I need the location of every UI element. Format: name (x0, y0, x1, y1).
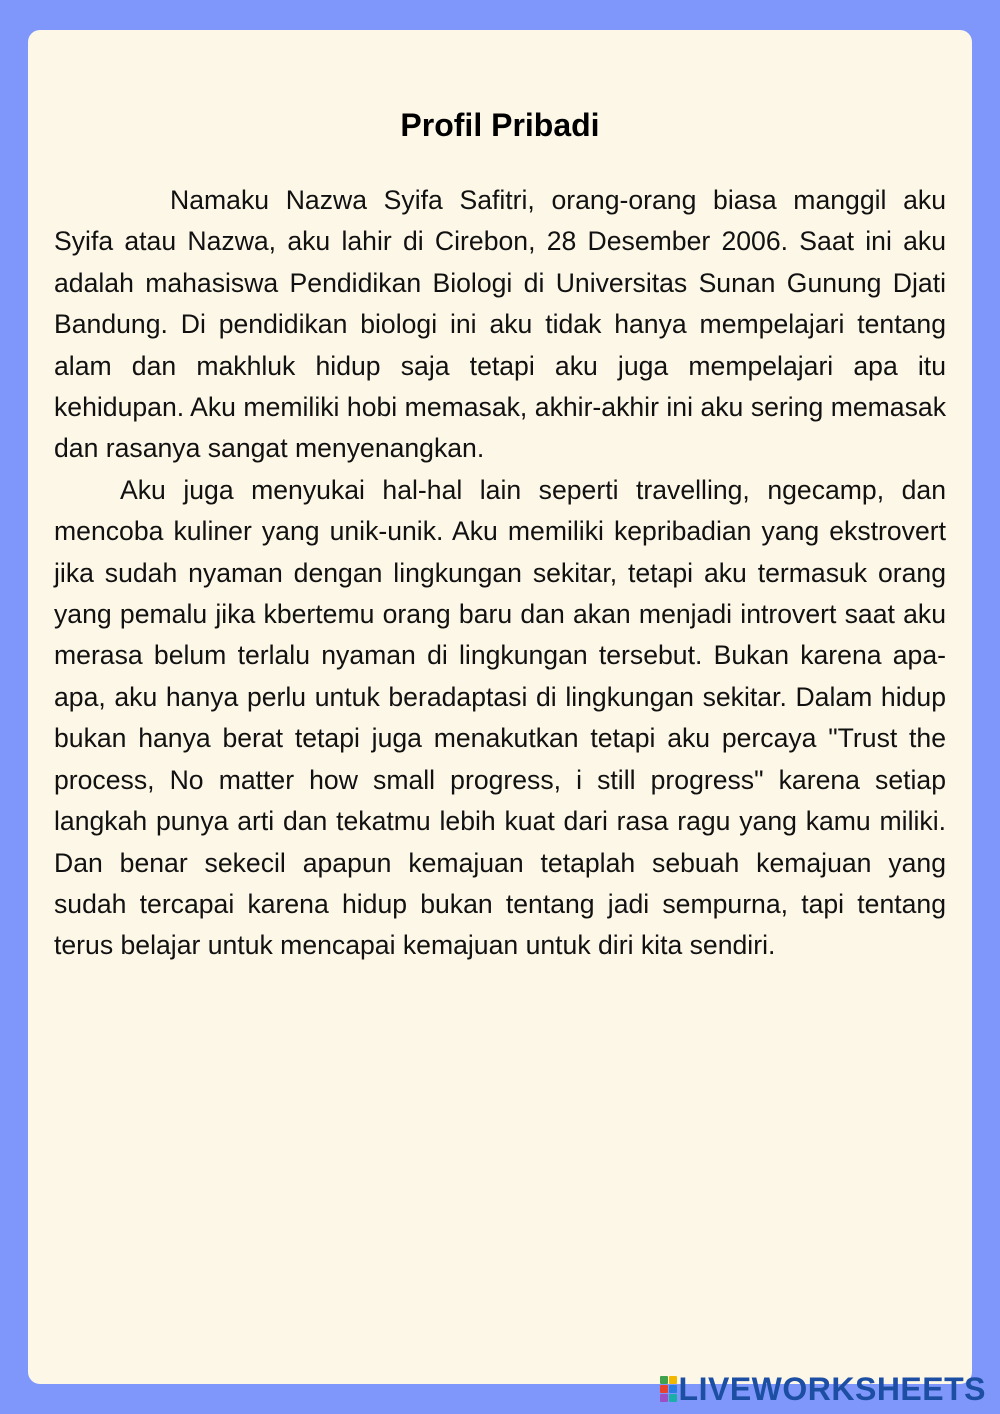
logo-block-icon (660, 1394, 668, 1402)
logo-block-icon (660, 1385, 668, 1393)
liveworksheets-logo (660, 1372, 986, 1406)
paragraph-personality: Aku juga menyukai hal-hal lain seperti travelling, ngecamp, dan mencoba kuliner yang unik-unik. Aku memiliki kepribadian yang ekstrovert jika sudah nyaman dengan lingkungan sekitar, tetapi aku termasuk orang yang pemalu jika kbertemu orang baru dan akan menjadi introvert saat aku merasa belum terlalu nyaman di lingkungan tersebut. Bukan karena apa-apa, aku hanya perlu untuk beradaptasi di lingkungan sekitar. Dalam hidup bukan hanya berat tetapi juga menakutkan tetapi aku percaya "Trust the process, No matter how small progress, i still progress" karena setiap langkah punya arti dan tekatmu lebih kuat dari rasa ragu yang kamu miliki. Dan benar sekecil apapun kemajuan tetaplah sebuah kemajuan yang sudah tercapai karena hidup bukan tentang jadi sempurna, tapi tentang terus belajar untuk mencapai kemajuan untuk diri kita sendiri. (54, 474, 946, 961)
logo-block-icon (669, 1376, 677, 1384)
page-title: Profil Pribadi (400, 107, 600, 144)
logo-block-icon (660, 1376, 668, 1384)
logo-wordmark: LIVEWORKSHEETS (678, 1371, 986, 1407)
logo-block-icon (669, 1394, 677, 1402)
logo-block-icon (669, 1385, 677, 1393)
paragraph-intro: Namaku Nazwa Syifa Safitri, orang-orang biasa manggil aku Syifa atau Nazwa, aku lahir di Cirebon, 28 Desember 2006. Saat ini aku adalah mahasiswa Pendidikan Biologi di Universitas Sunan Gunung Djati Bandung. Di pendidikan biologi ini aku tidak hanya mempelajari tentang alam dan makhluk hidup saja tetapi aku juga mempelajari apa itu kehidupan. Aku memiliki hobi memasak, akhir-akhir ini aku sering memasak dan rasanya sangat menyenangkan. (54, 185, 946, 464)
liveworksheets-logo-icon (660, 1376, 677, 1402)
profile-text (54, 180, 946, 967)
